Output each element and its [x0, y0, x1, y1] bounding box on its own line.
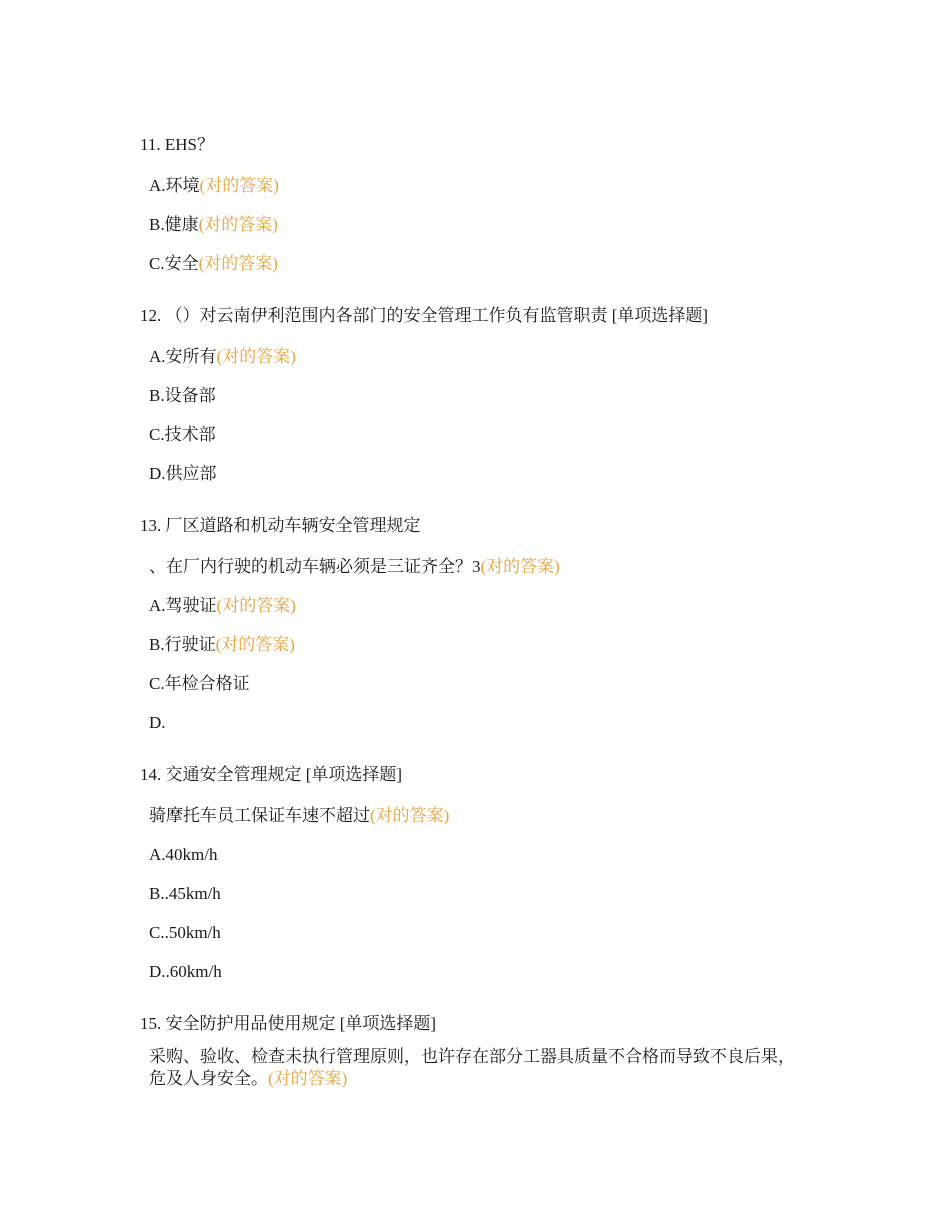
option-line — [149, 883, 221, 905]
option-line — [149, 673, 250, 695]
correct-answer-marker: (对的答案) — [268, 1069, 348, 1088]
option-line — [149, 595, 296, 617]
question-title: 11. EHS？ — [140, 135, 214, 154]
question-title: 14. 交通安全管理规定 [单项选择题] — [140, 765, 403, 784]
option-text: D.供应部 — [149, 464, 217, 483]
option-line — [149, 253, 278, 275]
correct-answer-marker: (对的答案) — [480, 557, 560, 576]
option-text: A.40km/h — [149, 845, 218, 864]
option-text: A.环境 — [149, 176, 200, 195]
stem-text: 、在厂内行驶的机动车辆必须是三证齐全？3 — [149, 557, 481, 576]
option-text: D. — [149, 713, 166, 732]
correct-answer-marker: (对的答案) — [370, 806, 450, 825]
correct-answer-marker: (对的答案) — [198, 215, 278, 234]
option-line — [149, 634, 295, 656]
option-line — [149, 424, 216, 446]
correct-answer-marker: (对的答案) — [215, 635, 295, 654]
option-text: C..50km/h — [149, 923, 221, 942]
question-stem-paragraph — [149, 1046, 809, 1090]
option-line — [149, 175, 279, 197]
option-text: C.安全 — [149, 254, 199, 273]
correct-answer-marker: (对的答案) — [198, 254, 278, 273]
option-text: D..60km/h — [149, 962, 222, 981]
stem-text: 采购、验收、检查未执行管理原则，也许存在部分工器具质量不合格而导致不良后果，危及人身安全。 — [149, 1047, 795, 1088]
option-text: B.设备部 — [149, 386, 216, 405]
option-line — [149, 922, 221, 944]
question-title: 15. 安全防护用品使用规定 [单项选择题] — [140, 1014, 437, 1033]
option-text: B.健康 — [149, 215, 199, 234]
correct-answer-marker: (对的答案) — [216, 596, 296, 615]
option-text: C.技术部 — [149, 425, 216, 444]
option-line — [149, 712, 166, 734]
question-title: 12. （）对云南伊利范围内各部门的安全管理工作负有监管职责 [单项选择题] — [140, 306, 709, 325]
question-title: 13. 厂区道路和机动车辆安全管理规定 — [140, 516, 421, 535]
option-line — [149, 844, 217, 866]
option-line — [149, 463, 217, 485]
option-line — [149, 385, 216, 407]
option-line — [149, 214, 278, 236]
question-stem-line — [149, 805, 449, 827]
option-line — [149, 346, 296, 368]
option-text: C.年检合格证 — [149, 674, 250, 693]
correct-answer-marker: (对的答案) — [216, 347, 296, 366]
option-text: B.行驶证 — [149, 635, 216, 654]
option-text: A.驾驶证 — [149, 596, 217, 615]
option-line — [149, 961, 222, 983]
question-stem-line — [149, 556, 560, 578]
option-text: B..45km/h — [149, 884, 221, 903]
correct-answer-marker: (对的答案) — [199, 176, 279, 195]
option-text: A.安所有 — [149, 347, 217, 366]
stem-text: 骑摩托车员工保证车速不超过 — [149, 806, 370, 825]
